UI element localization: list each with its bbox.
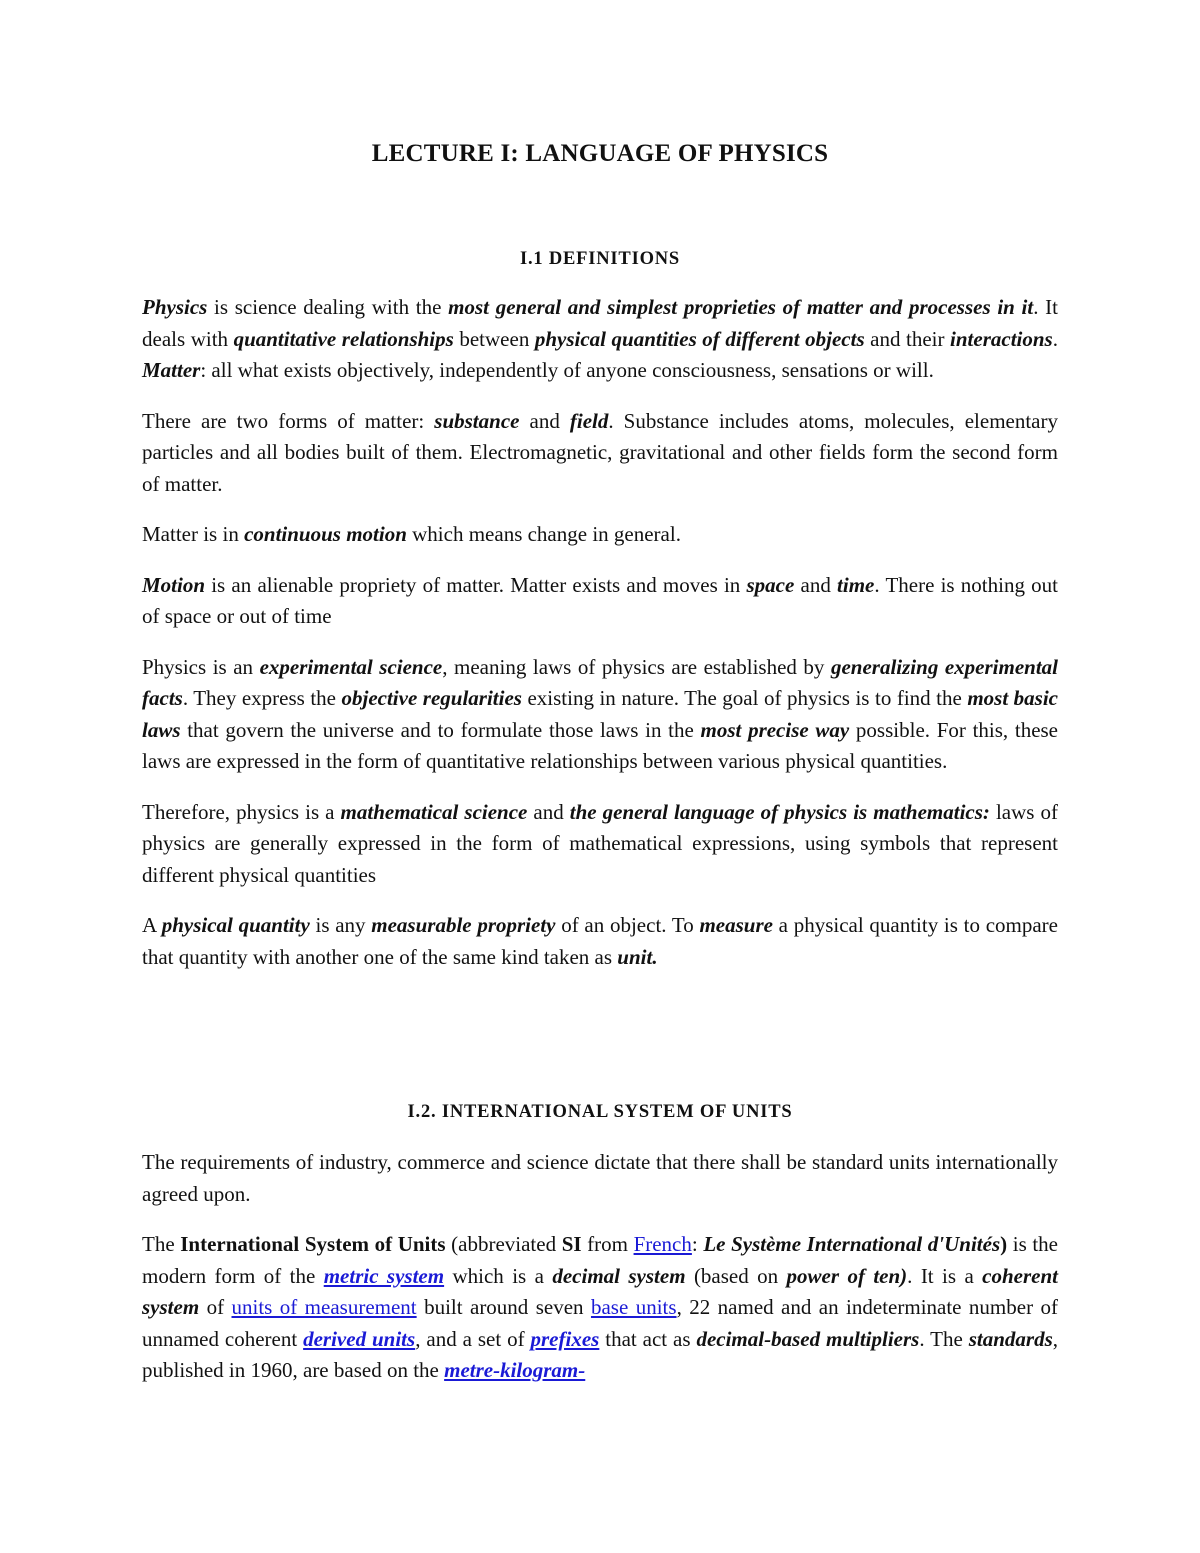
term-decimal-based-multipliers: decimal-based multipliers <box>696 1326 920 1351</box>
text-span: , and a set of <box>415 1326 531 1351</box>
text-span: which means change in general. <box>406 522 681 546</box>
text-span: : <box>691 1232 704 1256</box>
term-standards: standards <box>968 1326 1053 1351</box>
paragraph-physical-quantity <box>142 910 1058 973</box>
paragraph-physics-definition <box>142 292 1058 387</box>
term-space: space <box>746 572 795 597</box>
term-most-precise-way: most precise way <box>700 717 850 742</box>
term-unit: unit. <box>617 944 658 969</box>
term-physical-quantity: physical quantity <box>161 913 310 937</box>
link-metre-kilogram[interactable]: metre-kilogram- <box>444 1358 586 1382</box>
term-physics: Physics <box>142 295 208 319</box>
text-span: . There is nothing out of space or out of time <box>142 572 1059 628</box>
term-objective-regularities: objective regularities <box>341 686 522 710</box>
term-motion: Motion <box>142 572 206 597</box>
text-span: . Substance includes atoms, molecules, elementary particles and all bodies built of them. Electromagnetic, gravitational and other fields form the second form of matter. <box>142 408 1059 496</box>
term-matter: Matter <box>142 358 201 382</box>
text-span: existing in nature. The goal of physics is to find the <box>521 686 968 710</box>
term-si: SI <box>561 1232 582 1256</box>
text-span: that act as <box>599 1326 697 1351</box>
section-heading-definitions: I.1 DEFINITIONS <box>519 249 681 269</box>
text-span: ) <box>1000 1232 1008 1256</box>
text-span: is an alienable propriety of matter. Matter exists and moves in <box>205 572 747 597</box>
term-power-of-ten: power of ten) <box>786 1263 908 1288</box>
si-units-body <box>142 1147 1058 1406</box>
text-span: A <box>142 913 162 937</box>
text-span: and <box>527 799 570 824</box>
term-decimal-system: decimal system <box>552 1263 686 1288</box>
text-span: is any <box>309 913 372 937</box>
link-units-of-measurement[interactable]: units of measurement <box>231 1295 417 1319</box>
term-experimental-science: experimental science <box>259 654 443 679</box>
text-span: that govern the universe and to formulate those laws in the <box>180 717 701 742</box>
text-span: of an object. To <box>555 913 700 937</box>
term-measurable-propriety: measurable propriety <box>371 913 556 937</box>
term-generalizing-facts: generalizing experimental facts <box>142 654 1058 710</box>
text-span: . It is a <box>907 1263 983 1288</box>
text-span: . The <box>919 1326 969 1351</box>
text-span: Physics is an <box>142 654 260 679</box>
term-interactions: interactions <box>950 326 1053 351</box>
paragraph-si-definition <box>142 1229 1058 1387</box>
text-span: Therefore, physics is a <box>142 799 341 824</box>
term-general-language: the general language of physics is mathematics: <box>569 799 990 824</box>
text-span: : all what exists objectively, independently of anyone consciousness, sensations or will. <box>200 358 934 382</box>
text-span: , published in 1960, are based on the <box>142 1326 1058 1382</box>
text-span: The <box>142 1232 181 1256</box>
term-field: field <box>569 408 609 433</box>
term-time: time <box>837 572 875 597</box>
term-international-system: International System of Units <box>180 1232 446 1256</box>
text-span: , 22 named and an indeterminate number of unnamed coherent <box>142 1295 1058 1351</box>
link-french[interactable]: French <box>633 1232 692 1256</box>
text-span: of <box>199 1295 232 1319</box>
link-derived-units[interactable]: derived units <box>303 1326 416 1351</box>
text-span: between <box>453 326 535 351</box>
text-span: , meaning laws of physics are established by <box>442 654 831 679</box>
term-physical-quantities: physical quantities of different objects <box>534 326 865 351</box>
text-span: . It deals with <box>142 295 1058 351</box>
text-span: and their <box>864 326 951 351</box>
section-heading-si-units: I.2. INTERNATIONAL SYSTEM OF UNITS <box>407 1102 793 1122</box>
text-span: possible. For this, these laws are expressed in the form of quantitative relationships between various physical quantities. <box>142 717 1059 773</box>
term-substance: substance <box>434 408 520 433</box>
text-span: a physical quantity is to compare that quantity with another one of the same kind taken as <box>142 913 1058 969</box>
paragraph-motion <box>142 570 1058 633</box>
paragraph-continuous-motion <box>142 519 1058 551</box>
link-prefixes[interactable]: prefixes <box>530 1326 600 1351</box>
term-le-systeme-international: Le Système International d'Unités <box>703 1232 1001 1256</box>
definitions-body <box>142 292 1058 992</box>
text-span: Matter is in <box>142 522 245 546</box>
text-span: laws of physics are generally expressed in the form of mathematical expressions, using symbols that represent different physical quantities <box>142 799 1058 887</box>
paragraph-requirements: The requirements of industry, commerce and science dictate that there shall be standard units internationally agreed upon. <box>142 1150 1058 1206</box>
text-span: and <box>519 408 570 433</box>
paragraph-experimental-science <box>142 652 1058 778</box>
term-most-general: most general and simplest proprieties of matter and processes in it <box>448 295 1034 319</box>
text-span: is science dealing with the <box>207 295 449 319</box>
text-span: built around seven <box>416 1295 591 1319</box>
text-span: . They express the <box>182 686 342 710</box>
text-span: . <box>1052 326 1058 351</box>
page-title: LECTURE I: LANGUAGE OF PHYSICS <box>371 140 829 167</box>
term-quantitative-relationships: quantitative relationships <box>233 326 454 351</box>
link-metric-system[interactable]: metric system <box>323 1263 445 1288</box>
term-mathematical-science: mathematical science <box>340 799 528 824</box>
text-span: is the modern form of the <box>142 1232 1058 1288</box>
text-span: from <box>581 1232 634 1256</box>
link-base-units[interactable]: base units <box>590 1295 677 1319</box>
paragraph-forms-of-matter <box>142 406 1058 501</box>
text-span: (based on <box>685 1263 787 1288</box>
text-span: There are two forms of matter: <box>142 408 435 433</box>
term-measure: measure <box>699 913 773 937</box>
text-span: which is a <box>444 1263 553 1288</box>
text-span: (abbreviated <box>445 1232 562 1256</box>
term-continuous-motion: continuous motion <box>244 522 407 546</box>
text-span: and <box>794 572 838 597</box>
term-coherent-system: coherent system <box>142 1263 1058 1319</box>
paragraph-mathematical-science <box>142 797 1058 892</box>
term-most-basic-laws: most basic laws <box>142 686 1059 742</box>
